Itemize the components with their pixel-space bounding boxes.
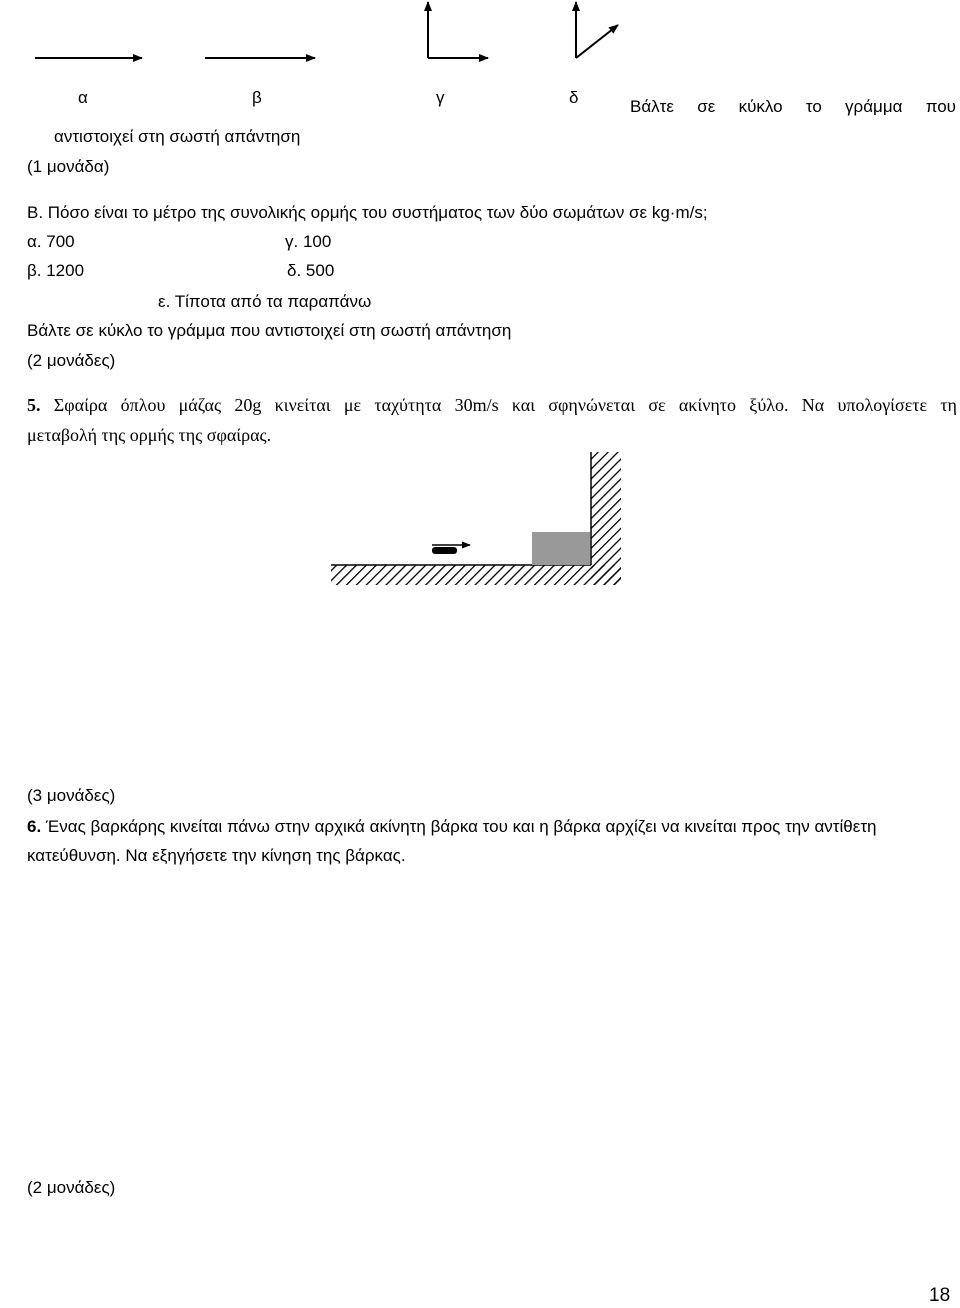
bullet [432,547,457,554]
question-5-line-2: μεταβολή της ορμής της σφαίρας. [27,425,272,445]
question-b-instruction: Βάλτε σε κύκλο το γράμμα που αντιστοιχεί στη σωστή απάντηση [27,321,512,340]
answer-a[interactable]: α. 700 [27,232,75,251]
answer-g[interactable]: γ. 100 [285,232,332,251]
word: Βάλτε [630,97,674,116]
word: σε [648,395,666,415]
word: ακίνητο [678,395,737,415]
option-label-delta[interactable]: δ [569,88,579,107]
instruction-line-2: αντιστοιχεί στη σωστή απάντηση [54,127,301,146]
question-6-line-2: κατεύθυνση. Να εξηγήσετε την κίνηση της βάρκας. [27,846,406,865]
wall-hatching [591,452,621,585]
points-qb: (2 μονάδες) [27,351,116,370]
word: υπολογίσετε [837,395,928,415]
points-q6: (2 μονάδες) [27,1178,116,1197]
floor-hatching [331,565,621,585]
answer-b[interactable]: β. 1200 [27,261,85,280]
answer-e[interactable]: ε. Τίποτα από τα παραπάνω [158,292,372,311]
question-6-line-1 [27,817,877,837]
word: 20g [234,395,262,415]
word: και [511,395,536,415]
word: σε [697,97,716,116]
word: τη [940,395,957,415]
word: όπλου [120,395,166,415]
word: σφηνώνεται [548,395,636,415]
question-b-text: Β. Πόσο είναι το μέτρο της συνολικής ορμής του συστήματος των δύο σωμάτων σε kg·m/s; [27,203,708,222]
word: ξύλο. [749,395,789,415]
word: Να [801,395,825,415]
word: κύκλο [738,97,783,116]
word: κινείται [274,395,331,415]
question-number: 5. [27,395,41,415]
answer-d[interactable]: δ. 500 [287,261,335,280]
option-label-alpha[interactable]: α [78,88,88,107]
question-number: 6. [27,817,42,836]
page-number: 18 [929,1285,951,1306]
wood-block [532,532,590,565]
word: το [805,97,822,116]
word: ταχύτητα [374,395,442,415]
option-label-beta[interactable]: β [252,88,262,107]
points-q5: (3 μονάδες) [27,786,116,805]
word: Σφαίρα [53,395,108,415]
word: γράμμα [845,97,903,116]
question-6-text: Ένας βαρκάρης κινείται πάνω στην αρχικά ακίνητη βάρκα του και η βάρκα αρχίζει να κινείται προς την αντίθετη [45,817,877,836]
word: που [925,97,956,116]
word: με [343,395,362,415]
bullet-wood-figure [0,0,960,600]
option-label-gamma[interactable]: γ [436,88,445,107]
word: 30m/s [454,395,499,415]
word: μάζας [178,395,222,415]
points-q4: (1 μονάδα) [27,157,110,176]
